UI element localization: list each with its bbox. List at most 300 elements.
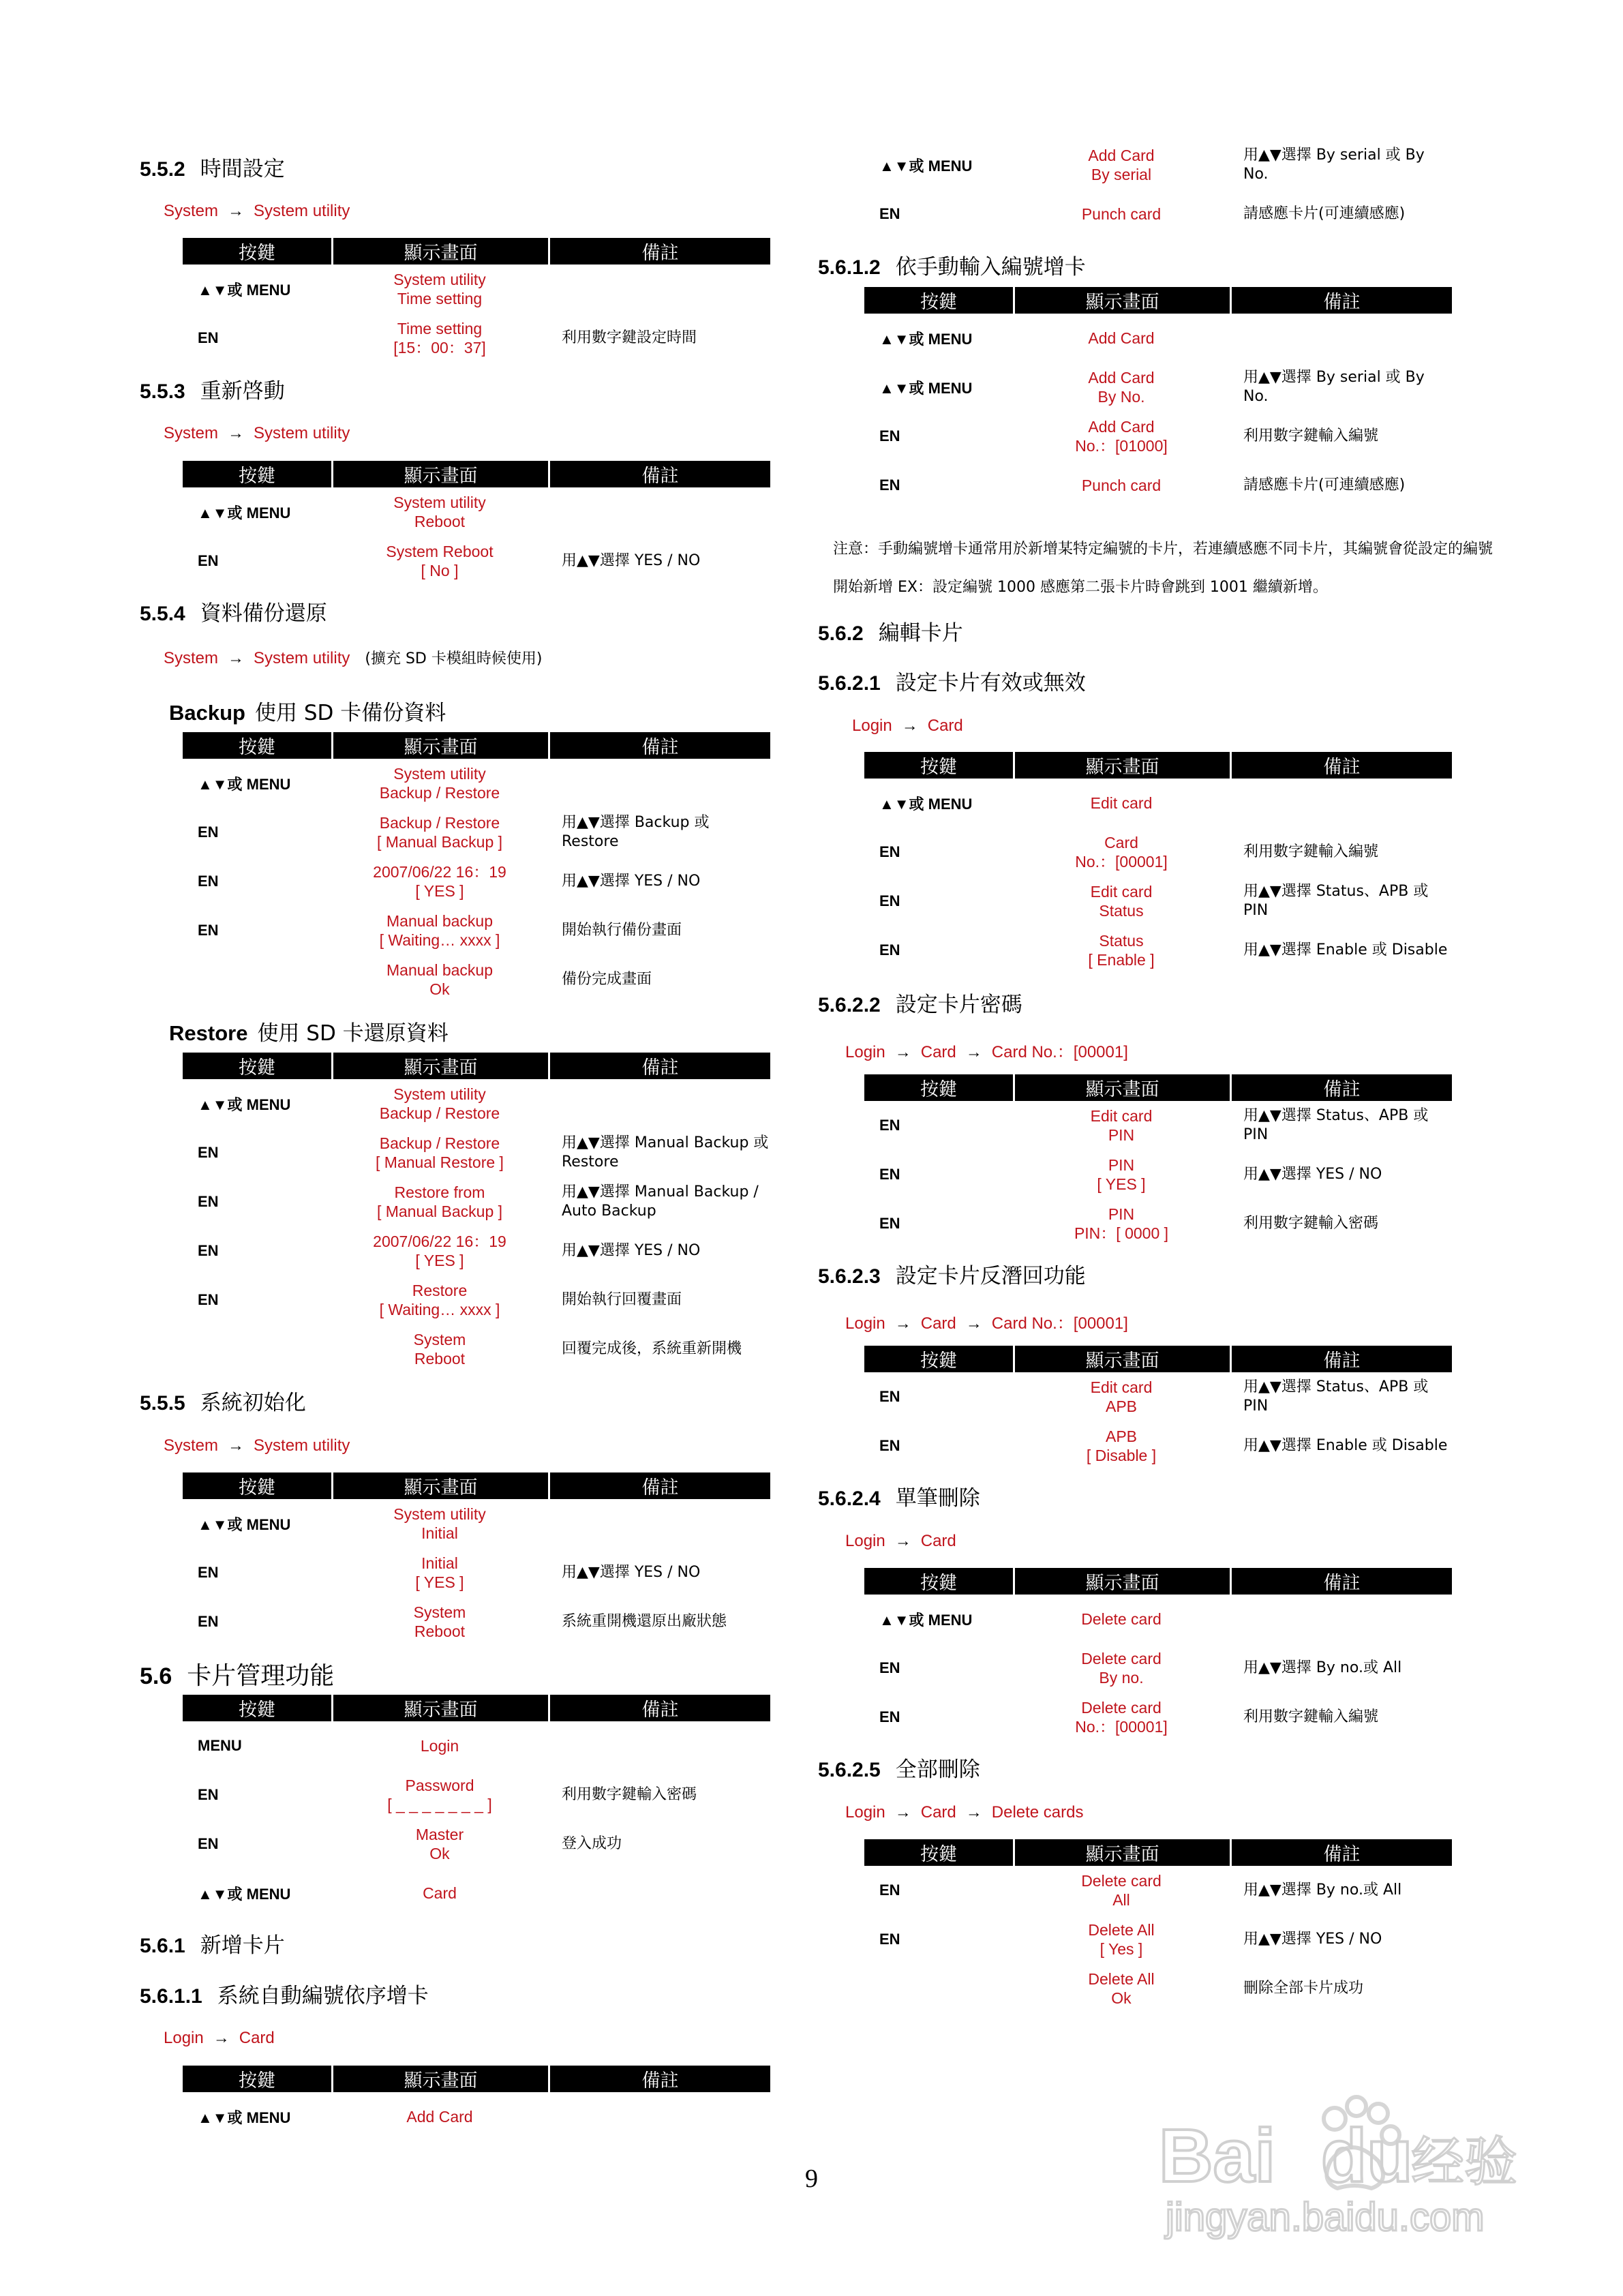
key-table-continued (864, 140, 1452, 239)
screen-line-2: Backup / Restore (379, 1104, 500, 1122)
screen-line-2: Status (1099, 902, 1144, 920)
table-row (183, 1325, 770, 1374)
key-table: 按鍵 顯示畫面 備註 MENU Login EN Password [ _ _ _ _ _ _ _ ] 利用數字鍵輸入密碼 EN Master Ok 登入成功 ▲▼或 MENU Card (183, 1695, 770, 1918)
section-5-5-4-heading: 5.5.4 資料備份還原 (140, 601, 327, 626)
remark-cell: 用▲▼選擇 Enable 或 Disable (1243, 1437, 1448, 1454)
screen-line-1: Initial (421, 1554, 458, 1572)
screen-cell (331, 1226, 548, 1275)
remark-cell: 利用數字鍵設定時間 (562, 329, 697, 346)
screen-line-2: [ Manual Backup ] (376, 1203, 503, 1220)
key-cell: ▲▼或 MENU (879, 379, 973, 397)
remark-cell: 用▲▼選擇 By no.或 All (1243, 1882, 1402, 1899)
menu-path: Login → Card → Card No.：[00001] (845, 1043, 1128, 1061)
table-row (864, 877, 1452, 926)
screen-line-1: System Reboot (386, 543, 494, 560)
key-cell: EN (879, 1215, 900, 1232)
key-table: 按鍵 顯示畫面 備註 ▲▼或 MENU System utility Time setting EN Time setting [15：00：37] 利用數字鍵設定時間 (183, 238, 770, 363)
screen-line-1: Delete All (1088, 1970, 1155, 1988)
screen-line-2: PIN：[ 0000 ] (1074, 1224, 1169, 1242)
key-table: 按鍵 顯示畫面 備註 ▲▼或 MENU Add Card ▲▼或 MENU Add Card By No. 用▲▼選擇 By serial 或 By No. EN Add Card No.：[01000] 利用數字鍵輸入編號 EN Punch card 請感應卡片(可連續感應) (864, 287, 1452, 510)
screen-line-2: [ YES ] (415, 882, 464, 900)
screen-cell (331, 1128, 548, 1177)
menu-path: Login → Card → Delete cards (845, 1803, 1084, 1822)
screen-cell (1013, 190, 1230, 239)
table-row (183, 2092, 770, 2141)
remark-cell: 用▲▼選擇 Status、APB 或 PIN (1243, 1378, 1429, 1415)
screen-cell (1013, 140, 1230, 190)
table-row (864, 828, 1452, 877)
screen-line-1: Master (415, 1826, 464, 1843)
key-cell: EN (198, 873, 219, 890)
page-number: 9 (805, 2164, 818, 2193)
remark-cell: 系統重開機還原出廠狀態 (562, 1613, 727, 1630)
key-cell: MENU (198, 1737, 242, 1754)
key-cell: EN (198, 1786, 219, 1803)
remark-cell: 用▲▼選擇 YES / NO (562, 873, 701, 890)
table-row (864, 1372, 1452, 1421)
table-row (864, 1964, 1452, 2013)
screen-line-1: Restore from (394, 1183, 485, 1201)
table-row (183, 1721, 770, 1770)
screen-cell (1013, 1693, 1230, 1742)
remark-cell (548, 487, 770, 537)
screen-line-1: Punch card (1081, 477, 1162, 494)
remark-cell (548, 265, 770, 314)
key-cell: EN (879, 941, 900, 958)
key-cell: EN (879, 1166, 900, 1183)
screen-line-2: No.：[00001] (1075, 853, 1168, 871)
key-cell: EN (879, 1117, 900, 1134)
screen-line-2: [ Waiting… xxxx ] (379, 1301, 500, 1318)
screen-line-2: Ok (429, 1845, 450, 1862)
screen-line-2: [ Enable ] (1088, 951, 1155, 969)
remark-cell: 用▲▼選擇 By serial 或 By No. (1243, 147, 1425, 183)
key-table: 按鍵 顯示畫面 備註 EN Edit card PIN 用▲▼選擇 Status、APB 或 PIN EN PIN [ YES ] 用▲▼選擇 YES / NO EN PIN PIN：[ 0000 ] 利用數字鍵輸入密碼 (864, 1074, 1452, 1248)
screen-line-2: [ Manual Backup ] (376, 833, 503, 851)
screen-line-1: Edit card (1090, 1378, 1153, 1396)
screen-line-1: Status (1099, 932, 1144, 950)
screen-cell (331, 1275, 548, 1325)
remark-cell: 刪除全部卡片成功 (1243, 1980, 1364, 1997)
screen-line-2: PIN (1108, 1126, 1135, 1144)
screen-line-2: By no. (1099, 1669, 1144, 1687)
screen-cell (331, 955, 548, 1004)
screen-cell (1013, 1595, 1230, 1644)
table-row (183, 1226, 770, 1275)
remark-cell (548, 2092, 770, 2141)
table-row (864, 1866, 1452, 1915)
screen-line-2: [ _ _ _ _ _ _ _ ] (387, 1796, 492, 1813)
section-5-5-2-heading: 5.5.2 時間設定 (140, 157, 285, 181)
remark-cell: 用▲▼選擇 Status、APB 或 PIN (1243, 1107, 1429, 1143)
remark-cell: 用▲▼選擇 By serial 或 By No. (1243, 369, 1425, 405)
screen-line-1: Backup / Restore (379, 1134, 500, 1152)
key-cell: EN (879, 1437, 900, 1454)
table-row (183, 314, 770, 363)
key-cell: ▲▼或 MENU (879, 157, 973, 175)
key-cell: ▲▼或 MENU (198, 1515, 291, 1533)
key-table: 按鍵 顯示畫面 備註 EN Edit card APB 用▲▼選擇 Status、APB 或 PIN EN APB [ Disable ] 用▲▼選擇 Enable 或 Disable (864, 1346, 1452, 1470)
screen-line-2: No.：[00001] (1075, 1718, 1168, 1736)
table-row (183, 265, 770, 314)
screen-cell (1013, 363, 1230, 412)
screen-cell (331, 1325, 548, 1374)
table-row (183, 487, 770, 537)
menu-path: Login → Card (852, 716, 963, 735)
key-table: 按鍵 顯示畫面 備註 ▲▼或 MENU System utility Reboot EN System Reboot [ No ] 用▲▼選擇 YES / NO (183, 461, 770, 586)
svg-text:Bai: Bai (1159, 2114, 1276, 2198)
key-cell: ▲▼或 MENU (879, 330, 973, 348)
remark-cell: 利用數字鍵輸入編號 (1243, 427, 1379, 444)
key-cell: EN (879, 427, 900, 444)
screen-cell (1013, 1644, 1230, 1693)
screen-line-1: System (413, 1603, 466, 1621)
remark-cell: 開始執行回覆畫面 (562, 1291, 682, 1308)
key-cell: EN (198, 1564, 219, 1581)
svg-text:jingyan.baidu.com: jingyan.baidu.com (1166, 2195, 1485, 2239)
table-row (864, 1915, 1452, 1964)
remark-cell: 利用數字鍵輸入編號 (1243, 1708, 1379, 1725)
baidu-watermark-logo (1152, 2086, 1534, 2243)
screen-line-1: Delete card (1081, 1610, 1162, 1628)
screen-line-1: System (413, 1331, 466, 1348)
remark-cell: 請感應卡片(可連續感應) (1243, 477, 1406, 494)
key-table: 按鍵 顯示畫面 備註 ▲▼或 MENU System utility Initial EN Initial [ YES ] 用▲▼選擇 YES / NO EN System Reboot 系統重開機還原出廠狀態 (183, 1472, 770, 1646)
section-5-6-1-1-heading: 5.6.1.1 系統自動編號依序增卡 (140, 1984, 429, 2008)
screen-cell (331, 487, 548, 537)
screen-cell (1013, 314, 1230, 363)
remark-cell: 回覆完成後，系統重新開機 (562, 1340, 742, 1357)
screen-cell (331, 808, 548, 857)
screen-cell (1013, 828, 1230, 877)
screen-line-2: No.：[01000] (1075, 437, 1168, 455)
remark-cell: 用▲▼選擇 Manual Backup / Auto Backup (562, 1183, 759, 1220)
section-5-6-2-heading: 5.6.2 編輯卡片 (818, 621, 963, 646)
screen-cell (331, 857, 548, 906)
screen-cell (1013, 926, 1230, 975)
menu-path: System → System utility (164, 424, 350, 442)
key-cell: ▲▼或 MENU (198, 1885, 291, 1903)
table-row (864, 412, 1452, 461)
screen-line-1: System utility (393, 494, 486, 511)
screen-cell (331, 537, 548, 586)
screen-cell (1013, 1199, 1230, 1248)
svg-text:du: du (1321, 2114, 1413, 2198)
screen-line-2: [ Yes ] (1099, 1940, 1143, 1958)
table-row (864, 1595, 1452, 1644)
screen-line-2: By serial (1091, 166, 1152, 183)
backup-subheading: Backup 使用 SD 卡備份資料 (169, 701, 446, 725)
key-cell: EN (879, 477, 900, 494)
table-row (864, 1421, 1452, 1470)
screen-cell (331, 1499, 548, 1548)
table-row (864, 1693, 1452, 1742)
key-cell: ▲▼或 MENU (198, 504, 291, 522)
screen-line-2: [ No ] (421, 562, 459, 579)
screen-cell (331, 1597, 548, 1646)
remark-cell (548, 1721, 770, 1770)
key-cell: ▲▼或 MENU (879, 795, 973, 813)
screen-cell (331, 759, 548, 808)
screen-cell (331, 906, 548, 955)
key-cell: ▲▼或 MENU (198, 1096, 291, 1113)
key-cell: EN (879, 843, 900, 860)
table-row (183, 906, 770, 955)
screen-cell (1013, 779, 1230, 828)
table-row (864, 1101, 1452, 1150)
remark-cell: 用▲▼選擇 Manual Backup 或 Restore (562, 1134, 769, 1170)
table-row (864, 314, 1452, 363)
screen-line-1: Card (423, 1884, 457, 1902)
screen-line-2: [ YES ] (1097, 1175, 1146, 1193)
screen-line-2: [ Manual Restore ] (376, 1153, 504, 1171)
section-5-6-2-5-heading: 5.6.2.5 全部刪除 (818, 1757, 980, 1782)
remark-cell (1230, 314, 1452, 363)
remark-cell: 用▲▼選擇 Status、APB 或 PIN (1243, 883, 1429, 919)
key-cell: ▲▼或 MENU (198, 2109, 291, 2126)
screen-cell (1013, 1372, 1230, 1421)
table-row (864, 140, 1452, 190)
screen-cell (331, 1721, 548, 1770)
screen-line-1: System utility (393, 271, 486, 288)
table-row (183, 759, 770, 808)
table-row (183, 1499, 770, 1548)
screen-line-2: Ok (429, 980, 450, 998)
key-table: 按鍵 顯示畫面 備註 ▲▼或 MENU Edit card EN Card No.：[00001] 利用數字鍵輸入編號 EN Edit card Status 用▲▼選擇 Status、APB 或 PIN EN Status [ Enable ] 用▲▼選擇 Enable 或 Disable (864, 752, 1452, 975)
screen-cell (331, 1819, 548, 1869)
remark-cell (548, 1079, 770, 1128)
screen-line-1: Edit card (1090, 794, 1153, 812)
screen-line-1: Backup / Restore (379, 814, 500, 832)
screen-line-1: Punch card (1081, 205, 1162, 223)
table-row (864, 190, 1452, 239)
screen-line-2: Reboot (414, 513, 466, 530)
remark-cell: 用▲▼選擇 Enable 或 Disable (1243, 941, 1448, 958)
screen-line-1: Password (405, 1777, 474, 1794)
screen-line-1: 2007/06/22 16：19 (373, 863, 506, 881)
remark-cell: 用▲▼選擇 Backup 或 Restore (562, 814, 710, 850)
screen-line-1: Delete card (1081, 1650, 1162, 1667)
screen-cell (331, 1770, 548, 1819)
remark-cell: 利用數字鍵輸入密碼 (562, 1786, 697, 1803)
screen-line-2: [ YES ] (415, 1252, 464, 1269)
screen-cell (1013, 1866, 1230, 1915)
menu-path: System → System utility (164, 1436, 350, 1455)
key-cell: EN (879, 892, 900, 909)
key-cell (864, 1964, 1013, 2013)
section-5-6-2-2-heading: 5.6.2.2 設定卡片密碼 (818, 993, 1022, 1017)
screen-cell (1013, 1915, 1230, 1964)
table-row (183, 1079, 770, 1128)
screen-cell (1013, 412, 1230, 461)
table-row (183, 1819, 770, 1869)
screen-cell (1013, 1421, 1230, 1470)
section-5-6-1-heading: 5.6.1 新增卡片 (140, 1933, 285, 1958)
screen-line-1: 2007/06/22 16：19 (373, 1233, 506, 1250)
remark-cell (548, 1499, 770, 1548)
table-row (864, 779, 1452, 828)
screen-cell (331, 1869, 548, 1918)
key-cell (183, 955, 331, 1004)
screen-line-2: [15：00：37] (393, 339, 486, 357)
screen-line-1: PIN (1108, 1205, 1135, 1223)
remark-cell: 備份完成畫面 (562, 971, 652, 988)
key-cell: EN (198, 1835, 219, 1852)
table-row (864, 1199, 1452, 1248)
menu-path: Login → Card → Card No.：[00001] (845, 1314, 1128, 1333)
screen-line-1: System utility (393, 765, 486, 783)
table-row (183, 537, 770, 586)
remark-cell: 用▲▼選擇 YES / NO (1243, 1931, 1382, 1948)
table-row (183, 857, 770, 906)
key-cell: EN (879, 1931, 900, 1948)
screen-cell (331, 265, 548, 314)
key-cell: ▲▼或 MENU (198, 281, 291, 299)
section-5-6-heading: 5.6 卡片管理功能 (140, 1662, 335, 1690)
screen-line-1: Add Card (1088, 369, 1155, 387)
screen-cell (331, 1548, 548, 1597)
screen-cell (331, 2092, 548, 2141)
section-5-6-2-1-heading: 5.6.2.1 設定卡片有效或無效 (818, 671, 1086, 695)
screen-line-1: Add Card (1088, 418, 1155, 436)
screen-line-1: Delete All (1088, 1921, 1155, 1939)
screen-line-2: [ YES ] (415, 1573, 464, 1591)
screen-line-1: Manual backup (386, 912, 493, 930)
remark-cell: 用▲▼選擇 By no.或 All (1243, 1659, 1402, 1676)
remark-cell: 利用數字鍵輸入密碼 (1243, 1215, 1379, 1232)
table-row (183, 1597, 770, 1646)
key-cell: ▲▼或 MENU (198, 775, 291, 793)
screen-line-1: Manual backup (386, 961, 493, 979)
screen-line-2: Ok (1111, 1989, 1132, 2007)
screen-cell (1013, 1101, 1230, 1150)
key-cell: ▲▼或 MENU (879, 1611, 973, 1629)
section-5-6-2-4-heading: 5.6.2.4 單筆刪除 (818, 1486, 980, 1511)
key-table: 按鍵 顯示畫面 備註 ▲▼或 MENU System utility Backup / Restore EN Backup / Restore [ Manual Backup ] 用▲▼選擇 Backup 或 Restore EN 2007/06/22 16：19 [ YES ] 用▲▼選擇 YES / NO EN Manual backup [ Waiting… xxxx ] 開始執行備份畫面 Manual backup Ok 備份完成畫面 (183, 732, 770, 1004)
key-table: 按鍵 顯示畫面 備註 ▲▼或 MENU Delete card EN Delete card By no. 用▲▼選擇 By no.或 All EN Delete card No.：[00001] 利用數字鍵輸入編號 (864, 1568, 1452, 1742)
note-paragraph: 注意：手動編號增卡通常用於新增某特定編號的卡片，若連續感應不同卡片，其編號會從設定的編號開始新增 EX：設定編號 1000 感應第二張卡片時會跳到 1001 繼續新增。 (833, 541, 1493, 596)
key-cell: EN (198, 1291, 219, 1308)
screen-line-1: APB (1105, 1428, 1138, 1445)
screen-line-1: Add Card (406, 2108, 473, 2126)
screen-cell (331, 1079, 548, 1128)
key-table: 按鍵 顯示畫面 備註 EN Delete card All 用▲▼選擇 By no.或 All EN Delete All [ Yes ] 用▲▼選擇 YES / NO Delete All Ok 刪除全部卡片成功 (864, 1839, 1452, 2013)
screen-line-1: Card (1104, 834, 1138, 851)
table-row (183, 808, 770, 857)
screen-line-2: Initial (421, 1524, 458, 1542)
screen-line-2: Reboot (414, 1622, 466, 1640)
screen-line-2: Backup / Restore (379, 784, 500, 802)
table-row (864, 926, 1452, 975)
screen-cell (331, 314, 548, 363)
key-cell: EN (198, 329, 219, 346)
table-row (864, 461, 1452, 510)
screen-line-2: [ Waiting… xxxx ] (379, 931, 500, 949)
remark-cell (1230, 779, 1452, 828)
remark-cell: 利用數字鍵輸入編號 (1243, 843, 1379, 860)
table-row (864, 1644, 1452, 1693)
remark-cell: 請感應卡片(可連續感應) (1243, 205, 1406, 222)
remark-cell (1230, 1595, 1452, 1644)
screen-line-1: System utility (393, 1085, 486, 1103)
key-cell: EN (879, 1708, 900, 1725)
screen-cell (331, 1177, 548, 1226)
table-row (183, 1177, 770, 1226)
screen-line-1: Login (420, 1737, 459, 1755)
screen-line-2: APB (1105, 1398, 1138, 1415)
table-row (183, 955, 770, 1004)
key-table: 按鍵 顯示畫面 備註 ▲▼或 MENU System utility Backup / Restore EN Backup / Restore [ Manual Restore ] 用▲▼選擇 Manual Backup 或 Restore EN Restore from [ Manual Backup ] 用▲▼選擇 Manual Backup / Auto Backup EN 2007/06/22 16：19 [ YES ] 用▲▼選擇 YES / NO EN Restore [ Waiting… xxxx ] 開始執行回覆畫面 System Reboot 回覆完成後，系統重新開機 (183, 1053, 770, 1374)
menu-path: Login → Card (164, 2029, 275, 2047)
screen-line-1: System utility (393, 1505, 486, 1523)
table-row (864, 1150, 1452, 1199)
table-row (183, 1770, 770, 1819)
table-row (183, 1275, 770, 1325)
restore-subheading: Restore 使用 SD 卡還原資料 (169, 1021, 449, 1046)
remark-cell: 用▲▼選擇 YES / NO (562, 1564, 701, 1581)
key-cell: EN (198, 1242, 219, 1259)
menu-path: System → System utility (擴充 SD 卡模組時候使用) (164, 649, 543, 667)
table-row (864, 363, 1452, 412)
screen-line-1: Edit card (1090, 883, 1153, 901)
screen-line-1: Edit card (1090, 1107, 1153, 1125)
key-cell: EN (879, 1659, 900, 1676)
table-row (183, 1548, 770, 1597)
screen-line-1: Time setting (397, 320, 483, 337)
table-row (183, 1869, 770, 1918)
screen-line-1: Add Card (1088, 147, 1155, 164)
svg-text:经验: 经验 (1411, 2132, 1518, 2193)
section-5-5-3-heading: 5.5.3 重新啓動 (140, 379, 285, 404)
table-row (183, 1128, 770, 1177)
remark-cell (548, 1869, 770, 1918)
screen-line-2: Time setting (397, 290, 483, 307)
screen-cell (1013, 461, 1230, 510)
screen-cell (1013, 1964, 1230, 2013)
key-cell: EN (879, 1882, 900, 1899)
key-table: 按鍵 顯示畫面 備註 ▲▼或 MENU Add Card (183, 2066, 770, 2141)
key-cell: EN (879, 205, 900, 222)
section-5-5-5-heading: 5.5.5 系統初始化 (140, 1391, 306, 1415)
screen-line-1: PIN (1108, 1156, 1135, 1174)
screen-line-2: [ Disable ] (1086, 1447, 1157, 1464)
section-5-6-1-2-heading: 5.6.1.2 依手動輸入編號增卡 (818, 255, 1086, 280)
menu-path: Login → Card (845, 1532, 956, 1550)
key-cell: EN (198, 1613, 219, 1630)
screen-line-2: All (1112, 1891, 1130, 1909)
screen-line-2: Reboot (414, 1350, 466, 1368)
screen-line-2: By No. (1097, 388, 1145, 406)
key-cell: EN (198, 1144, 219, 1161)
remark-cell: 用▲▼選擇 YES / NO (562, 1242, 701, 1259)
key-cell: EN (198, 1193, 219, 1210)
menu-path: System → System utility (164, 202, 350, 220)
screen-line-1: Delete card (1081, 1699, 1162, 1717)
remark-cell: 用▲▼選擇 YES / NO (562, 552, 701, 569)
screen-cell (1013, 877, 1230, 926)
section-5-6-2-3-heading: 5.6.2.3 設定卡片反潛回功能 (818, 1264, 1086, 1288)
key-cell (183, 1325, 331, 1374)
screen-line-1: Delete card (1081, 1872, 1162, 1890)
key-cell: EN (198, 552, 219, 569)
key-cell: EN (198, 824, 219, 841)
screen-line-1: Add Card (1088, 329, 1155, 347)
remark-cell: 用▲▼選擇 YES / NO (1243, 1166, 1382, 1183)
remark-cell: 登入成功 (562, 1835, 622, 1852)
screen-cell (1013, 1150, 1230, 1199)
remark-cell (548, 759, 770, 808)
remark-cell: 開始執行備份畫面 (562, 922, 682, 939)
